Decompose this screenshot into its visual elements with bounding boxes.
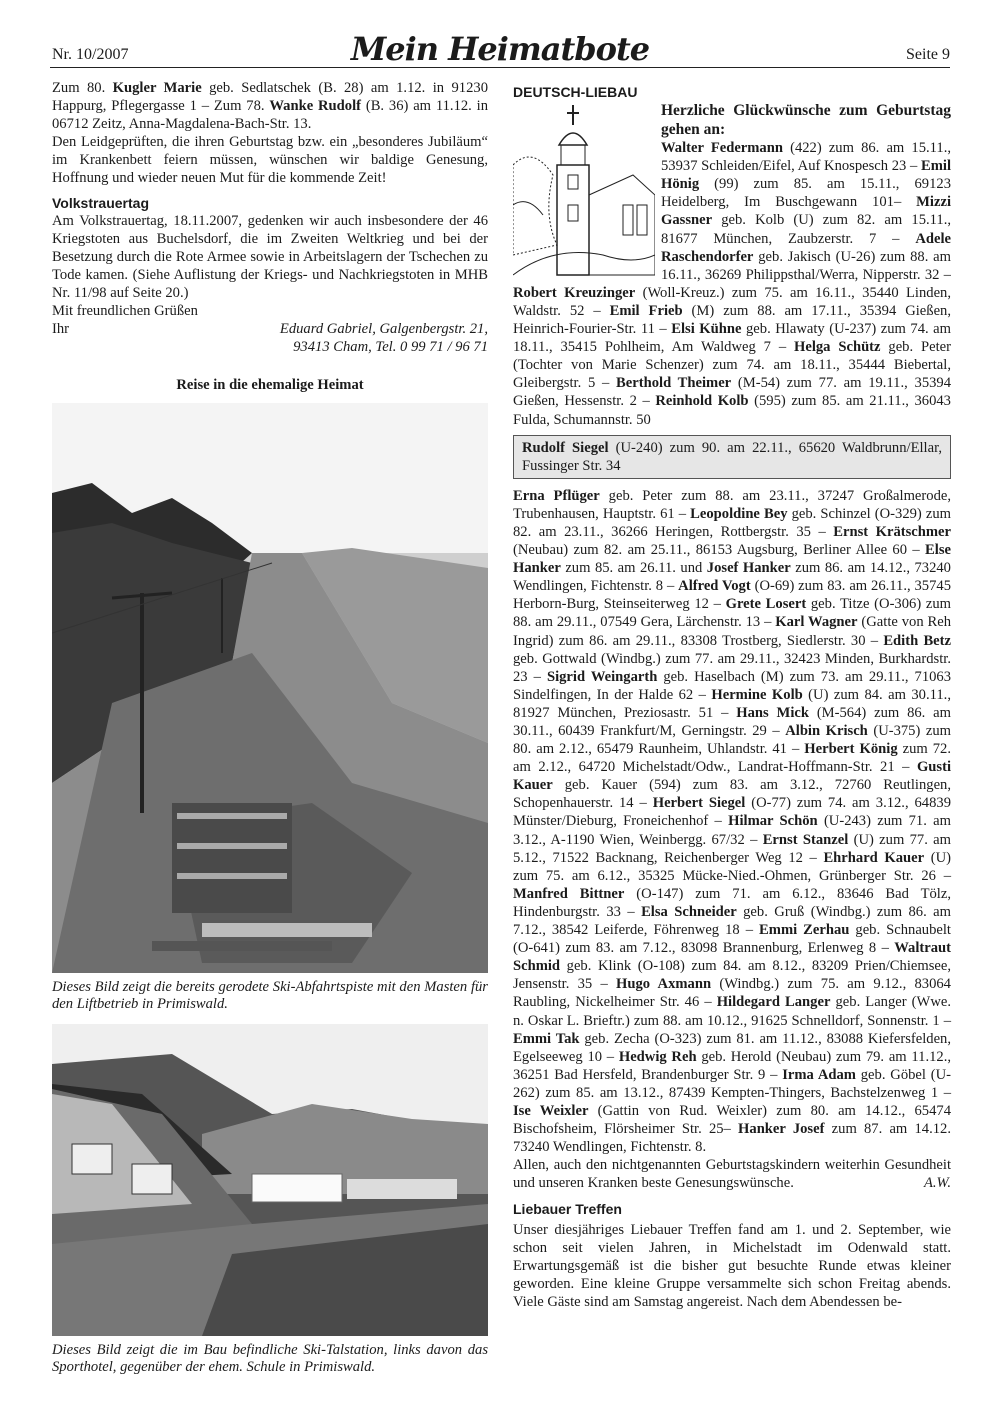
entry-text: (O-77) zum 74. am 3.12., 64839 Münster/Dieburg, Froneichenhof – [513, 795, 951, 830]
person-name: Robert Kreuzinger [513, 284, 636, 301]
person-name: Hugo Axmann [616, 976, 712, 993]
person-name: Gusti Kauer [513, 759, 951, 794]
person-name: Elsa Schneider [641, 903, 737, 920]
entry-text: zum 72. am 2.12., 64720 Michelstadt/Odw., Landrat-Hoffmann-Str. 21 – [513, 741, 951, 776]
entry-text: geb. Göbel (U-262) zum 85. am 13.12., 87439 Kempten-Thingers, Bachstelzenweg 1 – [513, 1066, 952, 1101]
entry-text: (Woll-Kreuz.) zum 75. am 16.11., 35440 Linden, Waldstr. 52 – [513, 284, 951, 319]
greeting: Mit freundlichen Grüßen [52, 303, 198, 320]
section-deutsch-liebau: DEUTSCH-LIEBAU [513, 84, 638, 100]
entry-text: (U) zum 84. am 30.11., 81927 München, Preziosastr. 51 – [513, 686, 951, 721]
person-name: Emmi Zerhau [759, 922, 850, 939]
person-name: Emmi Tak [513, 1030, 580, 1047]
entry-text: (Gatte von Reh Ingrid) zum 86. am 29.11., 83308 Trostberg, Siedlerstr. 30 – [513, 614, 951, 649]
entry-text: (B. 36) am 11.12. in 06712 Zeitz, Anna-Magdalena-Bach-Str. 13. [52, 98, 489, 133]
birthday-list-2 [513, 487, 951, 1156]
person-name: Kugler Marie [112, 80, 202, 96]
person-name: Hermine Kolb [711, 686, 803, 703]
congrats-block [513, 101, 951, 429]
entry-text: (99) zum 85. am 15.11., 69123 Heidelberg, Im Buschgewann 101– [661, 176, 951, 211]
entry-text: (422) zum 86. am 15.11., 53937 Schleiden/Eifel, Auf Knospesch 23 – [661, 140, 951, 175]
treffen-text: Unser diesjähriges Liebauer Treffen fand am 1. und 2. September, wie schon seit vielen Jahren, in Michelstadt im Odenwald statt. Erwartungsgemäß ist die bisher gut besuchte Runde etwas kleiner geworden. Eine kleine Gruppe versammelte sich schon Freitag abends. Viele Gäste sind am Samstag angereist. Nach dem Abendessen be- [513, 1221, 951, 1310]
closing-text: Allen, auch den nichtgenannten Geburtstagskindern weiterhin Gesundheit und unseren Kranken beste Genesungswünsche. [513, 1157, 951, 1192]
entry-text: geb. Hlawaty (U-237) zum 74. am 18.11., 35415 Pohlheim, Am Waldweg 7 – [513, 321, 951, 356]
person-name: Herbert König [804, 741, 898, 758]
sign-ihr: Ihr [52, 321, 70, 338]
closing-wishes [513, 1156, 951, 1192]
caption-ski-slope: Dieses Bild zeigt die bereits gerodete Ski-Abfahrtspiste mit den Masten für den Liftbetrieb in Primiswald. [52, 978, 488, 1012]
entry-text: geb. Langer (Wwe. n. Oskar L. Brieftr.) zum 88. am 10.12., 91625 Schnelldorf, Sonnenstr. 1 – [513, 994, 951, 1029]
person-name: Leopoldine Bey [690, 505, 788, 522]
entry-text: geb. Peter (Tochter von Marie Schenzer) zum 74. am 18.11., 35444 Biebertal, Gleibergstr. 5 – [513, 339, 951, 392]
person-name: Emil Hönig [661, 158, 951, 193]
entry-text: (U) zum 75. am 6.12., 35325 Mücke-Nied.-Ohmen, Grünberger Str. 26 – [513, 849, 951, 884]
person-name: Berthold Theimer [616, 375, 732, 392]
entry-text: (U-375) zum 80. am 2.12., 65479 Raunheim, Uhlandstr. 41 – [513, 723, 951, 758]
person-name: Herbert Siegel [652, 795, 746, 812]
right-column [513, 79, 951, 1311]
entry-text: geb. Schinzel (O-329) zum 82. am 23.11., 36266 Heringen, Rottbergstr. 35 – [513, 505, 951, 540]
person-name: Hanker Josef [738, 1121, 825, 1138]
issue-number: Nr. 10/2007 [52, 46, 129, 63]
congrats-title: Herzliche Glückwünsche zum Geburtstag gehen an: [661, 102, 951, 139]
person-name: Wanke Rudolf [269, 98, 361, 115]
entry-text: geb. Titze (O-306) zum 88. am 29.11., 07549 Gera, Lärchenstr. 13 – [513, 596, 951, 631]
person-name: Sigrid Weingarth [546, 668, 658, 685]
entry-text: (U-240) zum 90. am 22.11., 65620 Waldbrunn/Ellar, Fussinger Str. 34 [522, 439, 942, 474]
entry-text: (Windbg.) zum 75. am 9.12., 83064 Raubling, Nickelheimer Str. 46 – [513, 976, 951, 1011]
entry-text: (O-147) zum 71. am 6.12., 83646 Bad Tölz, Hindenburgstr. 33 – [513, 885, 951, 920]
highlight-box-rudolf-siegel [513, 435, 951, 479]
person-name: Hans Mick [736, 704, 809, 721]
entry-text: geb. Jakisch (U-26) zum 88. am 16.11., 36269 Philippsthal/Werra, Nipperstr. 32 – [661, 248, 951, 283]
church-drawing [513, 105, 655, 277]
person-name: Else Hanker [513, 542, 951, 577]
entry-text: geb. Sedlatschek (B. 28) am 1.12. in 91230 Happurg, Pflegergasse 1 – Zum 78. [52, 80, 488, 115]
person-name: Manfred Bittner [513, 885, 625, 902]
entry-text: (O-69) zum 83. am 26.11., 35745 Herborn-Burg, Steinseiterweg 12 – [513, 578, 951, 613]
entry-text: (Gattin von Rud. Weixler) zum 80. am 14.12., 65474 Bischofsheim, Flörsheimer Str. 25– [513, 1102, 951, 1138]
closing-sign: A.W. [923, 1175, 951, 1192]
person-name: Ise Weixler [513, 1102, 589, 1119]
sign-name-line: Eduard Gabriel, Galgenbergstr. 21, [279, 321, 488, 338]
entry-text: geb. Zecha (O-323) zum 81. am 11.12., 83088 Kiefersfelden, Egelseeweg 10 – [513, 1030, 951, 1065]
person-name: Waltraut Schmid [513, 940, 951, 975]
page-number: Seite 9 [906, 46, 950, 63]
newspaper-logo: Mein Heimatbote [350, 30, 650, 68]
ski-station-image [52, 1024, 488, 1336]
entry-text: (U-243) zum 71. am 3.12., A-1190 Wien, Weinbergg. 67/32 – [513, 813, 951, 848]
entry-text: (Neubau) zum 82. am 25.11., 86153 Augsburg, Berliner Allee 60 – [513, 542, 926, 559]
header-rule [50, 67, 950, 68]
entry-text: (M-54) zum 77. am 19.11., 35394 Gießen, Hessenstr. 2 – [513, 375, 951, 410]
entry-text: geb. Klink (O-108) zum 84. am 8.12., 83209 Prien/Chiemsee, Jensenstr. 35 – [513, 958, 951, 993]
person-name: Josef Hanker [706, 560, 791, 577]
entry-text: geb. Gruß (Windbg.) zum 86. am 7.12., 38542 Leiferde, Föhrenweg 18 – [513, 903, 951, 939]
person-name: Ernst Stanzel [762, 831, 849, 848]
caption-ski-station: Dieses Bild zeigt die im Bau befindliche Ski-Talstation, links davon das Sporthotel, gegenüber der ehem. Schule in Primiswald. [52, 1341, 488, 1375]
person-name: Mizzi Gassner [661, 194, 951, 229]
person-name: Helga Schütz [794, 339, 881, 356]
entry-text: (M) zum 88. am 17.11., 35394 Gießen, Heinrich-Fourier-Str. 11 – [513, 302, 951, 338]
entry-text: geb. Kauer (594) zum 83. am 3.12., 72760 Reutlingen, Schopenhauerstr. 14 – [513, 777, 951, 812]
entry-text: geb. Schnaubelt (O-641) zum 83. am 7.12., 83098 Brannenburg, Erlenweg 8 – [513, 922, 951, 957]
ski-slope-image [52, 403, 488, 973]
article-title: Reise in die ehemalige Heimat [176, 377, 364, 394]
person-name: Walter Federmann [661, 140, 783, 157]
person-name: Edith Betz [883, 632, 951, 649]
sick-wishes: Den Leidgeprüften, die ihren Geburtstag bzw. ein „besonderes Jubiläum“ im Krankenbett feiern müssen, wünschen wir baldige Genesung, Hoffnung und wieder neuen Mut für die kommende Zeit! [52, 134, 488, 187]
entry-text: (595) zum 85. am 21.11., 36043 Fulda, Schumannstr. 50 [513, 393, 951, 428]
sign-address-line: 93413 Cham, Tel. 0 99 71 / 96 71 [293, 339, 488, 356]
person-name: Reinhold Kolb [655, 393, 749, 410]
signature-row [52, 320, 488, 338]
entry-text: geb. Kolb (U) zum 82. am 15.11., 81677 München, Zaubzerstr. 7 – [661, 212, 951, 247]
person-name: Grete Losert [725, 596, 807, 613]
photo-ski-slope [52, 403, 488, 973]
birthday-intro [52, 79, 488, 133]
entry-text: geb. Peter zum 88. am 23.11., 37247 Großalmerode, Trubenhausen, Hauptstr. 61 – [513, 487, 951, 522]
person-name: Hilmar Schön [728, 813, 818, 830]
person-name: Adele Raschendorfer [661, 230, 951, 265]
person-name: Emil Frieb [609, 302, 683, 319]
entry-text: geb. Haselbach (M) zum 73. am 29.11., 71063 Sindelfingen, In der Halde 62 – [513, 668, 952, 703]
person-name: Albin Krisch [785, 723, 868, 739]
entry-text: geb. Herold (Neubau) zum 79. am 11.12., 36251 Bad Hersfeld, Brandenburger Str. 9 – [513, 1048, 951, 1083]
treffen-heading: Liebauer Treffen [513, 1201, 622, 1218]
person-name: Rudolf Siegel [522, 439, 609, 456]
person-name: Erna Pflüger [513, 487, 600, 504]
entry-text: zum 86. am 14.12., 73240 Wendlingen, Fichtenstr. 8 – [513, 560, 951, 595]
entry-text: zum 87. am 14.12. 73240 Wendlingen, Fichtenstr. 8. [513, 1121, 951, 1156]
entry-text: Zum 80. [52, 80, 113, 96]
entry-text: zum 85. am 26.11. und [560, 560, 707, 577]
person-name: Alfred Vogt [678, 578, 751, 595]
person-name: Hildegard Langer [716, 994, 831, 1011]
entry-text: (U) zum 77. am 5.12., 71522 Backnang, Reichenberger Weg 12 – [513, 831, 951, 866]
person-name: Ernst Krätschmer [833, 523, 951, 540]
person-name: Irma Adam [782, 1066, 856, 1083]
volkstrauertag-text: Am Volkstrauertag, 18.11.2007, gedenken wir auch insbesondere der 46 Kriegstoten aus Buchelsdorf, die im Zweiten Weltkrieg und bei der Besetzung durch die Rote Armee sowie in Arbeitslagern der Tschechen zu Tode kamen. (Siehe Auflistung der Kriegs- und Nachkriegstoten in MHB Nr. 11/98 auf Seite 20.) [52, 212, 488, 302]
entry-text: (M-564) zum 86. am 30.11., 60439 Frankfurt/M, Gerningstr. 29 – [513, 704, 951, 739]
person-name: Hedwig Reh [618, 1048, 697, 1065]
entry-text: geb. Gottwald (Windbg.) zum 77. am 29.11., 32423 Minden, Burkhardstr. 23 – [513, 650, 951, 685]
person-name: Ehrhard Kauer [823, 849, 925, 866]
person-name: Karl Wagner [775, 614, 858, 631]
person-name: Elsi Kühne [671, 321, 742, 338]
left-column [52, 79, 488, 1387]
volkstrauertag-heading: Volkstrauertag [52, 194, 149, 211]
photo-ski-station [52, 1024, 488, 1336]
